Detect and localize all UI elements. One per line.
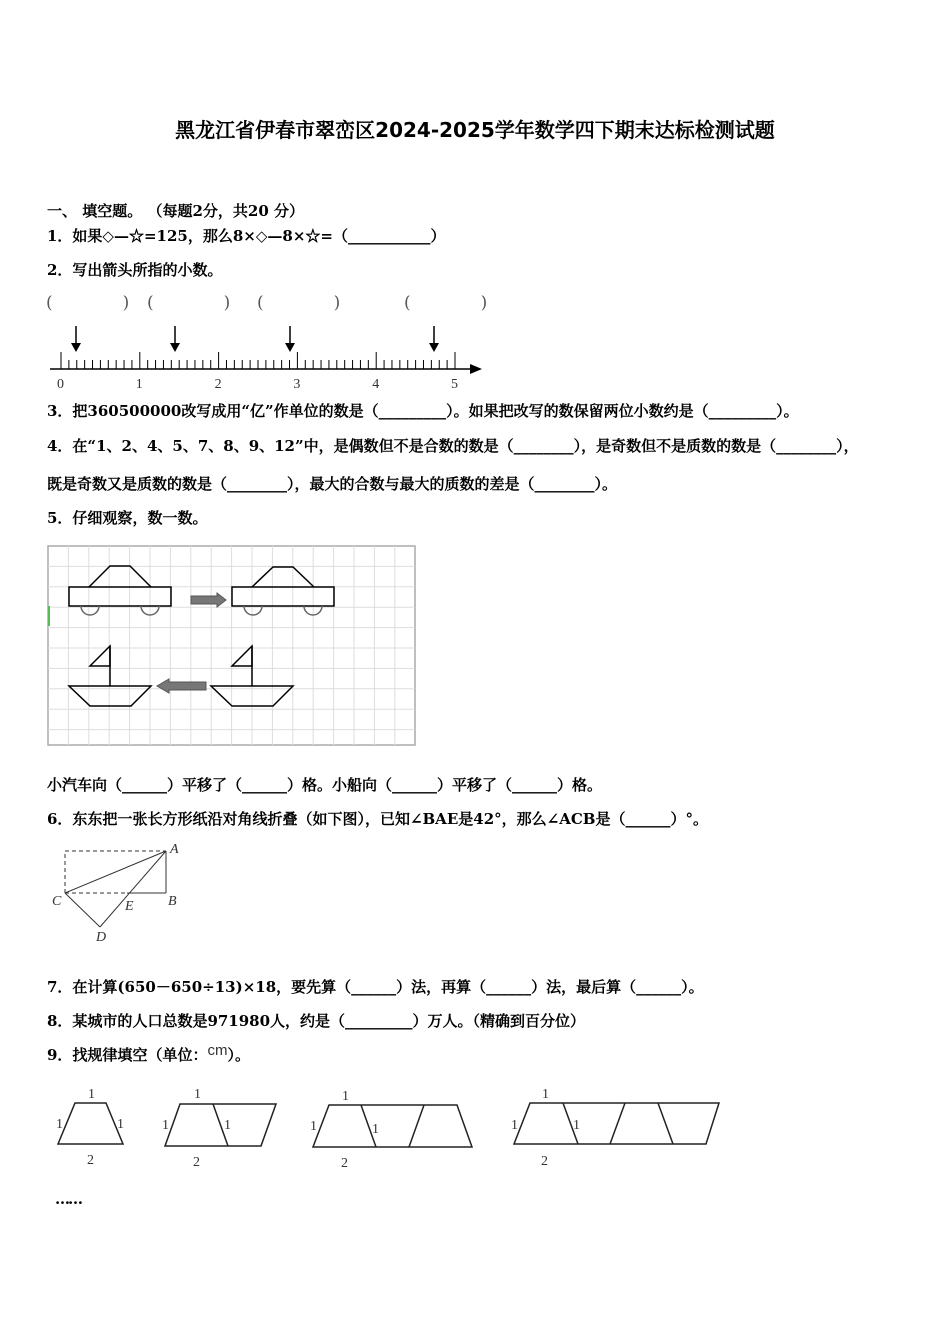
label-top: 1 [542,1087,549,1102]
question-6: 6．东东把一张长方形纸沿对角线折叠（如下图），已知∠BAE是42°，那么∠ACB是（______）°。 [47,810,708,828]
label-side: 1 [162,1118,169,1133]
figure-labels [56,1087,580,1171]
point-label-c: C [52,894,62,909]
axis-label: 4 [372,377,380,392]
label-side: 1 [310,1119,317,1134]
question-8: 8．某城市的人口总数是971980人，约是（_________）万人。（精确到百分位） [47,1012,586,1030]
down-arrow-icon [285,326,295,352]
answer-paren: ( ) [46,293,142,313]
label-bottom: 2 [193,1155,200,1170]
unit-cm: cm [207,1042,228,1059]
label-bottom: 2 [87,1153,94,1168]
answer-paren: ( ) [404,293,500,313]
section-heading: 一、 填空题。 （每题2分，共20 分） [47,202,304,220]
figure-3 [313,1105,472,1147]
label-bottom: 2 [341,1156,348,1171]
answer-paren: ( ) [257,293,353,313]
down-arrow-icon [170,326,180,352]
figure-1 [58,1103,123,1144]
axis-label: 1 [135,377,143,392]
question-9-suffix: ）。 [227,1046,250,1064]
question-5: 5．仔细观察，数一数。 [47,509,208,527]
folded-rectangle-figure [65,851,166,927]
axis-label: 5 [451,377,458,392]
page-title: 黑龙江省伊春市翠峦区2024-2025学年数学四下期末达标检测试题 [175,118,775,142]
axis-label: 3 [293,377,301,392]
point-label-e: E [125,899,134,914]
point-label-a: A [170,842,179,857]
ellipsis: …… [55,1190,81,1208]
question-3: 3．把360500000改写成用“亿”作单位的数是（_________）。如果把改写的数保留两位小数约是（_________）。 [47,402,799,420]
question-1: 1．如果◇—☆=125，那么8×◇—8×☆=（___________） [47,227,446,245]
number-line-labels [57,377,458,392]
figure-4 [514,1103,719,1144]
label-side: 1 [573,1118,580,1133]
down-arrow-icon [429,326,439,352]
question-9 [47,1042,250,1065]
label-side: 1 [56,1117,63,1132]
label-side: 1 [372,1122,379,1137]
answer-paren: ( ) [147,293,243,313]
figure-2 [165,1104,276,1146]
translation-grid [48,546,415,745]
label-top: 1 [342,1089,349,1104]
number-line [50,352,482,374]
label-bottom: 2 [541,1154,548,1169]
question-5-answer: 小汽车向（______）平移了（______）格。小船向（______）平移了（______）格。 [47,776,603,794]
label-top: 1 [194,1087,201,1102]
point-label-b: B [168,894,177,909]
axis-label: 2 [214,377,222,392]
pointer-arrows [71,326,439,352]
question-2: 2．写出箭头所指的小数。 [47,261,223,279]
label-side: 1 [117,1117,124,1132]
question-7: 7．在计算(650－650÷13)×18，要先算（______）法，再算（______）法，最后算（______）。 [47,978,704,996]
axis-arrow-icon [470,364,482,374]
label-side: 1 [224,1118,231,1133]
axis-label: 0 [57,377,64,392]
down-arrow-icon [71,326,81,352]
question-9-prefix: 9．找规律填空（单位： [47,1046,208,1064]
question-4: 4．在“1、2、4、5、7、8、9、12”中，是偶数但不是合数的数是（________），是奇数但不是质数的数是（________）， [47,437,859,455]
point-label-d: D [96,930,107,945]
label-side: 1 [511,1118,518,1133]
pattern-figures [58,1103,719,1147]
label-top: 1 [88,1087,95,1102]
question-4-continued: 既是奇数又是质数的数是（________），最大的合数与最大的质数的差是（________）。 [47,475,618,493]
